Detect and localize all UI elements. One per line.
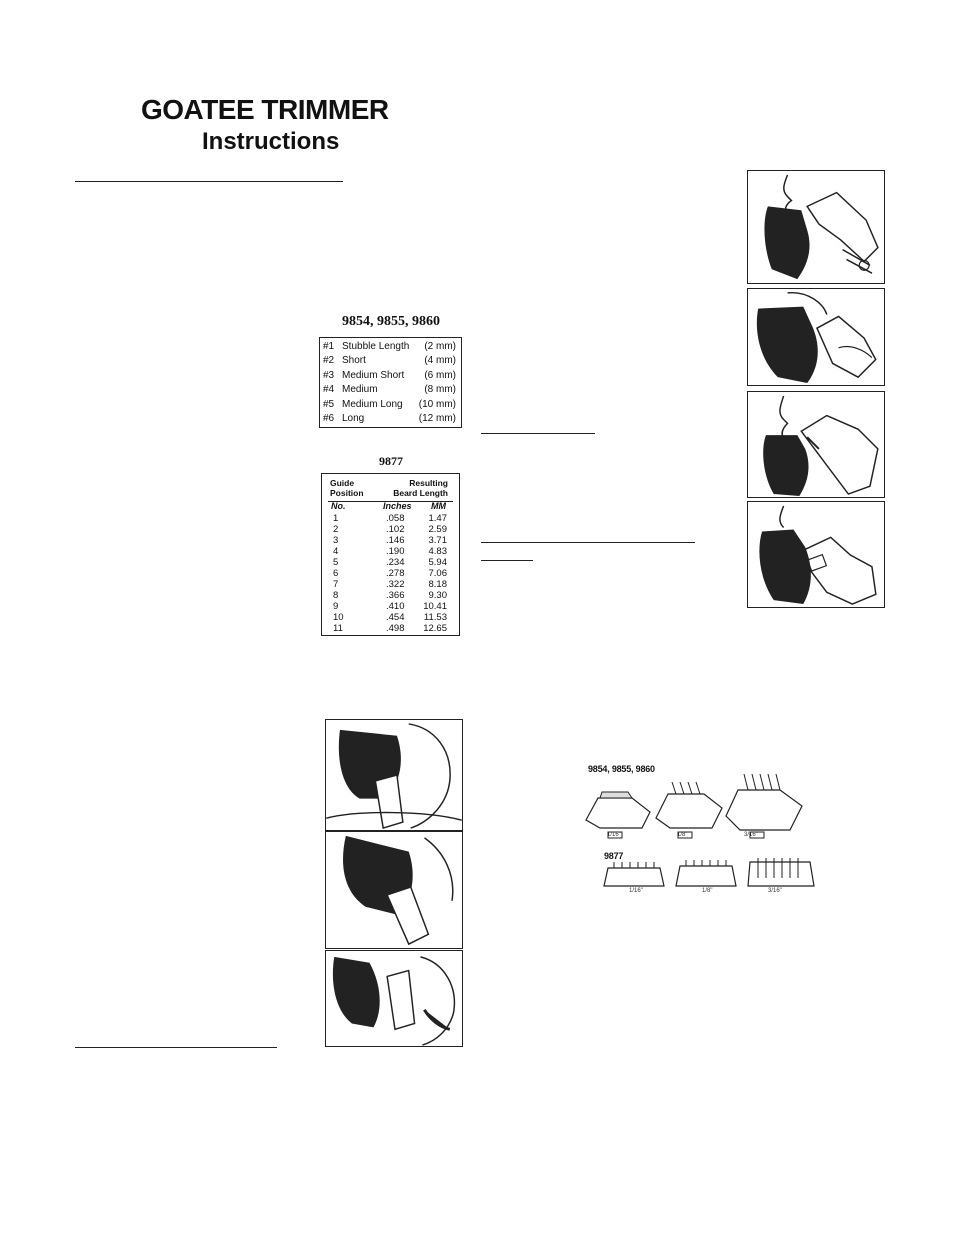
cell-mm: 2.59	[428, 524, 447, 535]
header-beard-length: Beard Length	[393, 488, 448, 498]
cell-name: Long	[342, 413, 365, 424]
cell-mm: 10.41	[423, 601, 447, 612]
cell-num: #5	[323, 398, 335, 410]
cell-num: #4	[323, 384, 335, 396]
cell-size: (4 mm)	[424, 355, 456, 367]
cell-mm: 3.71	[428, 535, 447, 546]
table-row	[322, 590, 459, 601]
beard-edge-illustration	[747, 288, 885, 386]
table-row	[322, 524, 459, 535]
guide-position-table	[321, 473, 460, 636]
table-row	[322, 612, 459, 623]
header-position: Position	[330, 488, 364, 498]
cell-no: 11	[333, 623, 343, 634]
cell-name: Medium	[342, 384, 378, 396]
cell-in: .190	[386, 546, 405, 557]
cell-name: Medium Long	[342, 398, 403, 410]
header-resulting: Resulting	[409, 478, 448, 488]
col-mm: MM	[431, 501, 446, 511]
guide-length-table	[319, 337, 462, 428]
table-row	[323, 383, 456, 397]
table-row	[323, 398, 456, 412]
cell-in: .366	[386, 590, 405, 601]
cell-in: .410	[386, 601, 405, 612]
table-row	[323, 354, 456, 368]
cell-mm: 9.30	[428, 590, 447, 601]
guides-label-top: 9854, 9855, 9860	[588, 764, 655, 774]
page-subtitle: Instructions	[202, 128, 340, 155]
cell-no: 7	[333, 579, 339, 590]
table-row	[322, 513, 459, 524]
table-row	[323, 369, 456, 383]
comb-guides-bottom	[600, 858, 820, 888]
cell-mm: 12.65	[423, 623, 447, 634]
col-no: No.	[331, 501, 346, 511]
table-row	[322, 557, 459, 568]
cell-mm: 4.83	[428, 546, 447, 557]
cell-mm: 11.53	[423, 612, 447, 623]
sideburn-trim-illustration	[325, 950, 463, 1047]
table-row	[322, 535, 459, 546]
section-rule	[75, 1047, 277, 1048]
cell-in: .278	[386, 568, 405, 579]
col-inches: Inches	[383, 501, 412, 511]
cell-name: Medium Short	[342, 369, 405, 381]
cell-in: .322	[386, 579, 405, 590]
cell-size: (12 mm)	[418, 413, 456, 424]
cell-mm: 1.47	[428, 513, 447, 524]
cell-no: 2	[333, 524, 339, 535]
table-row	[322, 623, 459, 634]
neck-trim-illustration	[325, 719, 463, 831]
cell-in: .498	[386, 623, 405, 634]
cell-in: .234	[386, 557, 405, 568]
cell-num: #1	[323, 341, 335, 352]
table-row	[322, 579, 459, 590]
table-row	[322, 546, 459, 557]
cell-num: #3	[323, 369, 335, 381]
guide-attachments-figure	[580, 758, 820, 898]
table-a-caption: 9854, 9855, 9860	[342, 314, 440, 329]
cell-no: 3	[333, 535, 339, 546]
header-guide: Guide	[330, 478, 355, 488]
cell-name: Stubble Length	[342, 341, 410, 352]
jawline-trim-illustration	[747, 501, 885, 608]
cheek-trim-illustration	[325, 831, 463, 949]
cell-no: 1	[333, 513, 339, 524]
table-row	[323, 412, 456, 426]
chin-trim-illustration	[747, 391, 885, 498]
cell-in: .146	[386, 535, 405, 546]
guide-size: 1/16"	[607, 832, 621, 838]
guide-size: 1/8"	[702, 888, 713, 894]
cell-size: (8 mm)	[424, 384, 456, 396]
cell-in: .102	[386, 524, 405, 535]
guide-size: 3/16"	[744, 832, 758, 838]
guide-size: 1/16"	[629, 888, 643, 894]
guides-label-bottom: 9877	[604, 851, 624, 861]
section-rule	[481, 560, 533, 561]
cell-mm: 7.06	[428, 568, 447, 579]
table-row	[323, 340, 456, 354]
page-title: GOATEE TRIMMER	[141, 94, 389, 125]
cell-mm: 5.94	[428, 557, 447, 568]
section-rule	[481, 542, 695, 543]
cell-in: .454	[386, 612, 405, 623]
cell-no: 9	[333, 601, 339, 612]
cell-no: 10	[333, 612, 344, 623]
guide-size: 1/8"	[677, 832, 688, 838]
section-rule	[481, 433, 595, 434]
cell-no: 5	[333, 557, 339, 568]
cell-size: (6 mm)	[424, 369, 456, 381]
beard-trim-illustration	[747, 170, 885, 284]
cell-size: (2 mm)	[424, 341, 456, 352]
cell-no: 4	[333, 546, 339, 557]
section-rule	[75, 181, 343, 182]
table-row	[322, 568, 459, 579]
table-row	[322, 601, 459, 612]
cell-num: #2	[323, 355, 335, 367]
cell-mm: 8.18	[428, 579, 447, 590]
cell-size: (10 mm)	[418, 398, 456, 410]
cell-no: 6	[333, 568, 339, 579]
cell-no: 8	[333, 590, 339, 601]
guide-size: 3/16"	[768, 888, 782, 894]
cell-num: #6	[323, 413, 335, 424]
cell-in: .058	[386, 513, 405, 524]
cell-name: Short	[342, 355, 366, 367]
table-b-caption: 9877	[379, 454, 403, 468]
